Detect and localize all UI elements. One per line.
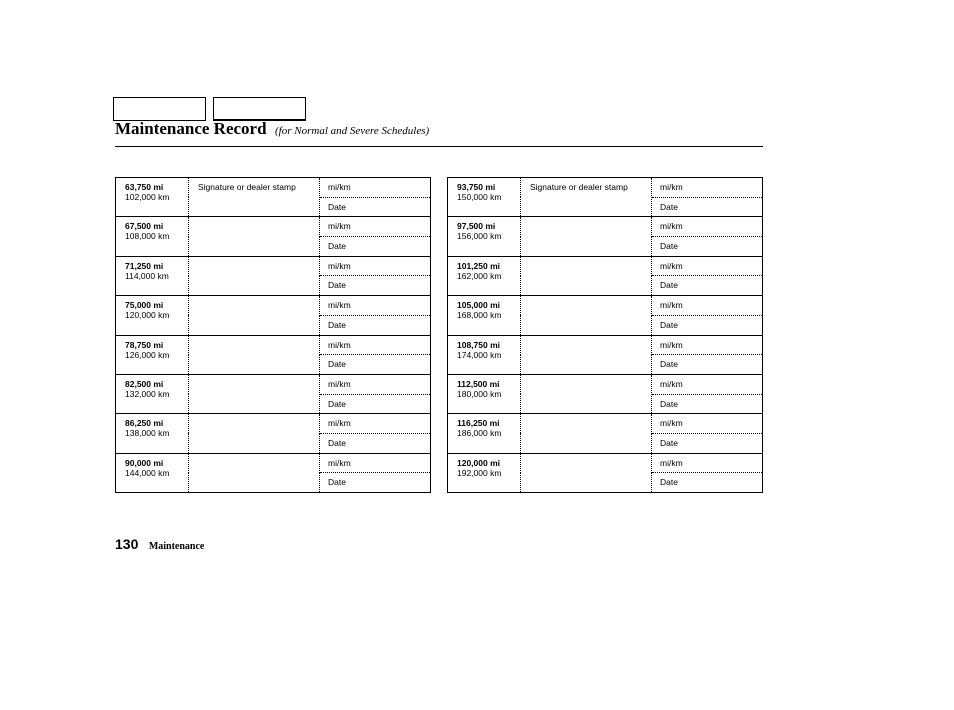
- signature-cell: [189, 374, 320, 413]
- tab-blank-1: [113, 97, 206, 121]
- date-cell: Date: [320, 355, 431, 375]
- signature-cell: [189, 453, 320, 492]
- mileage-cell: [448, 453, 521, 492]
- date-cell: Date: [652, 237, 763, 257]
- mileage-mi: 67,500 mi: [125, 221, 164, 232]
- mi-km-cell: mi/km: [320, 453, 431, 473]
- signature-label: Signature or dealer stamp: [198, 182, 296, 192]
- signature-cell: [521, 256, 652, 295]
- mileage-km: 192,000 km: [457, 467, 502, 478]
- mileage-km: 108,000 km: [125, 231, 170, 242]
- tab-blank-2: [213, 97, 306, 121]
- signature-cell: [521, 414, 652, 453]
- mi-km-cell: mi/km: [652, 217, 763, 237]
- mileage-km: 126,000 km: [125, 349, 170, 360]
- table-row: [116, 335, 431, 355]
- signature-cell: [521, 374, 652, 413]
- table-row: [448, 296, 763, 316]
- mileage-km: 150,000 km: [457, 192, 502, 202]
- mileage-mi: 75,000 mi: [125, 300, 164, 311]
- date-cell: Date: [320, 197, 431, 217]
- mileage-km: 162,000 km: [457, 270, 502, 281]
- table-row: [448, 178, 763, 198]
- mi-km-cell: mi/km: [320, 178, 431, 198]
- table-row: [448, 414, 763, 434]
- mi-km-cell: mi/km: [320, 256, 431, 276]
- date-cell: Date: [652, 433, 763, 453]
- mi-km-cell: mi/km: [320, 414, 431, 434]
- mileage-km: 144,000 km: [125, 467, 170, 478]
- mileage-cell: [116, 453, 189, 492]
- mileage-mi: 105,000 mi: [457, 300, 501, 311]
- title-rule: [115, 146, 763, 147]
- page-title: Maintenance Record: [115, 119, 267, 138]
- mileage-km: 156,000 km: [457, 231, 502, 242]
- table-row: [116, 453, 431, 473]
- maintenance-table-left: [115, 177, 431, 493]
- table-row: [116, 217, 431, 237]
- mileage-mi: 86,250 mi: [125, 418, 164, 429]
- table-row: [116, 178, 431, 198]
- mileage-cell: [116, 256, 189, 295]
- signature-cell: [189, 335, 320, 374]
- table-row: [448, 256, 763, 276]
- signature-cell: [521, 217, 652, 256]
- mi-km-cell: mi/km: [652, 453, 763, 473]
- mileage-cell: [116, 178, 189, 217]
- page-subtitle: (for Normal and Severe Schedules): [275, 125, 430, 137]
- mileage-cell: [448, 296, 521, 335]
- mileage-cell: [448, 414, 521, 453]
- mileage-mi: 63,750 mi: [125, 182, 164, 192]
- table-row: [448, 374, 763, 394]
- mileage-cell: [116, 296, 189, 335]
- mi-km-cell: mi/km: [652, 374, 763, 394]
- mileage-mi: 112,500 mi: [457, 378, 500, 389]
- date-cell: Date: [652, 394, 763, 414]
- date-cell: Date: [652, 276, 763, 296]
- signature-cell: [189, 414, 320, 453]
- signature-cell: [521, 296, 652, 335]
- mi-km-cell: mi/km: [320, 335, 431, 355]
- mi-km-cell: mi/km: [652, 335, 763, 355]
- mileage-mi: 97,500 mi: [457, 221, 496, 232]
- mi-km-cell: mi/km: [320, 374, 431, 394]
- date-cell: Date: [320, 394, 431, 414]
- mileage-mi: 108,750 mi: [457, 339, 501, 350]
- maintenance-table-right: [447, 177, 763, 493]
- table-row: [116, 374, 431, 394]
- mileage-cell: [448, 256, 521, 295]
- date-cell: Date: [652, 355, 763, 375]
- signature-cell: [521, 178, 652, 217]
- page-number: 130: [115, 536, 139, 552]
- table-row: [116, 414, 431, 434]
- signature-label: Signature or dealer stamp: [530, 182, 628, 192]
- mi-km-cell: mi/km: [652, 178, 763, 198]
- mileage-km: 114,000 km: [125, 270, 169, 281]
- signature-cell: [189, 256, 320, 295]
- table-row: [448, 335, 763, 355]
- table-row: [116, 256, 431, 276]
- date-cell: Date: [652, 473, 763, 493]
- mileage-cell: [116, 414, 189, 453]
- date-cell: Date: [320, 315, 431, 335]
- mi-km-cell: mi/km: [320, 217, 431, 237]
- signature-cell: [189, 296, 320, 335]
- mileage-km: 102,000 km: [125, 192, 170, 202]
- mi-km-cell: mi/km: [652, 296, 763, 316]
- mileage-mi: 71,250 mi: [125, 260, 164, 271]
- signature-cell: [521, 335, 652, 374]
- mileage-mi: 93,750 mi: [457, 182, 496, 192]
- mileage-mi: 90,000 mi: [125, 457, 164, 468]
- mileage-mi: 82,500 mi: [125, 378, 164, 389]
- title-block: [115, 119, 429, 139]
- mileage-cell: [116, 217, 189, 256]
- table-row: [448, 453, 763, 473]
- mileage-cell: [448, 178, 521, 217]
- mileage-km: 120,000 km: [125, 310, 170, 321]
- mileage-mi: 116,250 mi: [457, 418, 500, 429]
- mileage-km: 132,000 km: [125, 388, 170, 399]
- mileage-cell: [448, 374, 521, 413]
- mileage-mi: 101,250 mi: [457, 260, 501, 271]
- mileage-km: 174,000 km: [457, 349, 502, 360]
- date-cell: Date: [320, 276, 431, 296]
- mi-km-cell: mi/km: [652, 256, 763, 276]
- section-name: Maintenance: [148, 541, 205, 552]
- signature-cell: [521, 453, 652, 492]
- mileage-km: 138,000 km: [125, 428, 170, 439]
- date-cell: Date: [652, 315, 763, 335]
- mileage-cell: [448, 335, 521, 374]
- signature-cell: [189, 217, 320, 256]
- table-row: [116, 296, 431, 316]
- date-cell: Date: [652, 197, 763, 217]
- mi-km-cell: mi/km: [320, 296, 431, 316]
- page-footer: [115, 536, 204, 554]
- mileage-cell: [448, 217, 521, 256]
- mileage-km: 168,000 km: [457, 310, 502, 321]
- mileage-km: 186,000 km: [457, 428, 502, 439]
- mi-km-cell: mi/km: [652, 414, 763, 434]
- mileage-mi: 78,750 mi: [125, 339, 164, 350]
- signature-cell: [189, 178, 320, 217]
- table-row: [448, 217, 763, 237]
- mileage-cell: [116, 374, 189, 413]
- date-cell: Date: [320, 473, 431, 493]
- mileage-cell: [116, 335, 189, 374]
- date-cell: Date: [320, 237, 431, 257]
- date-cell: Date: [320, 433, 431, 453]
- mileage-mi: 120,000 mi: [457, 457, 501, 468]
- mileage-km: 180,000 km: [457, 388, 502, 399]
